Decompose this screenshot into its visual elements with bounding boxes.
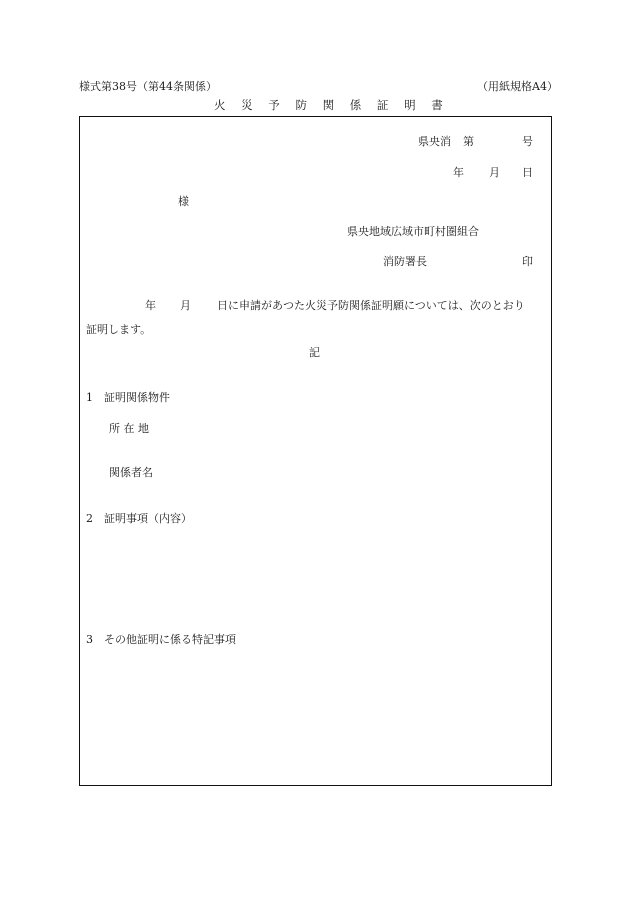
item-1-person-label: 関係者名 [109, 466, 153, 479]
item-3-heading: 3 その他証明に係る特記事項 [86, 633, 236, 646]
issuer-prefix: 県央消 [418, 135, 451, 148]
issuer-dai: 第 [463, 135, 474, 148]
body-line-1: 日に申請があつた火災予防関係証明願については、次のとおり [217, 299, 525, 312]
form-frame [79, 116, 552, 786]
item-2-heading: 2 証明事項（内容） [86, 512, 192, 525]
addressee-suffix: 様 [178, 195, 189, 208]
form-number: 様式第38号（第44条関係） [79, 80, 217, 93]
date-day: 日 [522, 166, 533, 179]
seal-mark: 印 [522, 255, 533, 268]
item-1-heading: 1 証明関係物件 [86, 391, 170, 404]
paper-size-note: （用紙規格A4） [477, 80, 558, 93]
issuer-go: 号 [522, 135, 533, 148]
organization-name: 県央地域広域市町村圏組合 [347, 225, 479, 238]
ki-heading: 記 [309, 346, 320, 359]
body-line-2: 証明します。 [86, 323, 152, 336]
document-title: 火 災 予 防 関 係 証 明 書 [214, 98, 449, 112]
body-month: 月 [180, 299, 191, 312]
date-month: 月 [489, 166, 500, 179]
date-year: 年 [453, 166, 464, 179]
chief-title: 消防署長 [383, 255, 427, 268]
body-year: 年 [145, 299, 156, 312]
item-1-location-label: 所 在 地 [109, 422, 149, 435]
